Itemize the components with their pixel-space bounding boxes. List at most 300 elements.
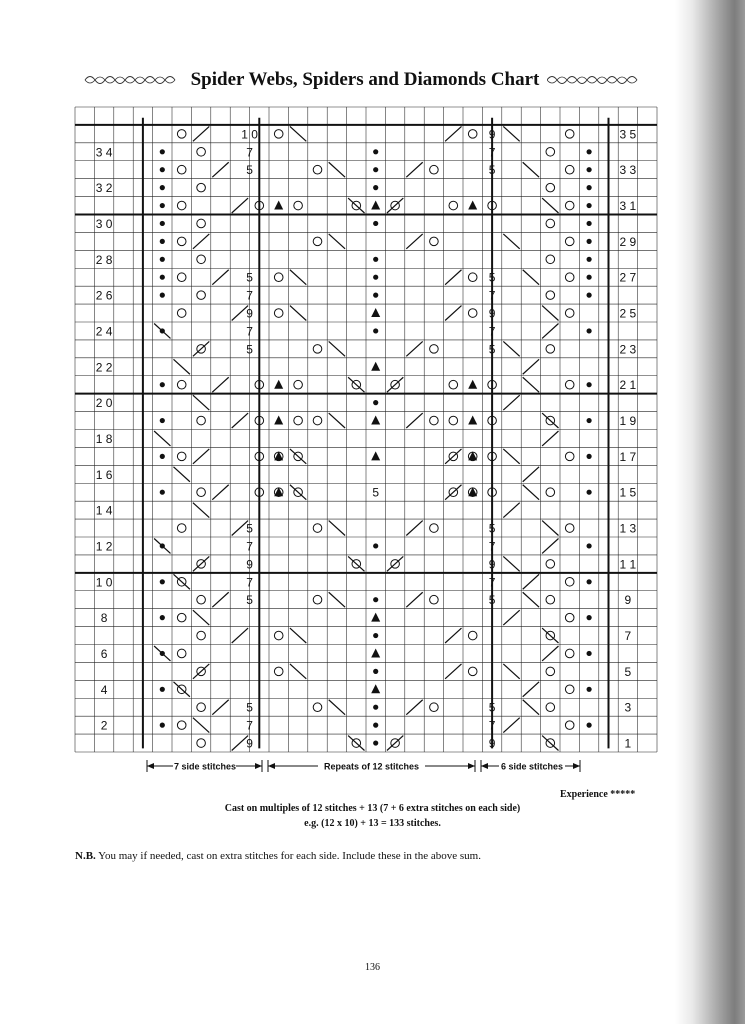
knit-two-together-icon	[523, 574, 539, 589]
stitch-count-left: 5	[246, 521, 253, 536]
yarn-over-icon	[274, 631, 283, 640]
row-number-right: 9	[624, 593, 632, 608]
knit-two-together-icon	[193, 126, 209, 141]
bobble-icon	[373, 275, 378, 280]
yarn-over-icon	[546, 667, 555, 676]
bobble-icon	[373, 293, 378, 298]
yarn-over-icon	[313, 703, 322, 712]
yarn-over-icon	[565, 524, 574, 533]
row-number-left: 2 8	[95, 252, 113, 267]
yarn-over-icon	[468, 273, 477, 282]
knit-two-together-icon	[193, 664, 209, 679]
yarn-over-icon	[313, 165, 322, 174]
bobble-icon	[587, 490, 592, 495]
slip-slip-knit-icon	[503, 126, 519, 141]
yarn-over-icon	[313, 345, 322, 354]
slip-slip-knit-icon	[154, 539, 170, 554]
slip-slip-knit-icon	[329, 234, 345, 249]
knit-two-together-icon	[445, 449, 461, 464]
row-number-left: 2	[100, 718, 108, 733]
knit-two-together-icon	[445, 126, 461, 141]
bobble-icon	[160, 615, 165, 620]
knit-two-together-icon	[193, 234, 209, 249]
yarn-over-icon	[546, 703, 555, 712]
yarn-over-icon	[197, 416, 206, 425]
knit-two-together-icon	[232, 413, 248, 428]
knit-two-together-icon	[193, 556, 209, 571]
slip-slip-knit-icon	[542, 521, 558, 536]
stitch-count-right: 5	[488, 521, 496, 536]
bobble-icon	[160, 239, 165, 244]
bobble-icon	[587, 185, 592, 190]
bobble-icon	[160, 149, 165, 154]
bobble-icon	[587, 454, 592, 459]
yarn-over-icon	[294, 201, 303, 210]
yarn-over-icon	[546, 560, 555, 569]
note-label: N.B.	[75, 850, 96, 862]
yarn-over-icon	[197, 703, 206, 712]
stitch-count-center: 5	[372, 485, 380, 500]
knit-two-together-icon	[445, 306, 461, 321]
stitch-count-right: 9	[488, 127, 496, 142]
bobble-icon	[587, 293, 592, 298]
triangle-decrease-icon	[274, 380, 283, 389]
arrow-left-head-icon	[147, 763, 154, 769]
stitch-count-left: 5	[246, 700, 253, 715]
row-number-right: 3 3	[619, 163, 637, 178]
bobble-icon	[587, 382, 592, 387]
slip-slip-knit-icon	[290, 449, 306, 464]
slip-slip-knit-icon	[348, 377, 364, 392]
yarn-over-icon	[546, 219, 555, 228]
bobble-icon	[587, 723, 592, 728]
slip-slip-knit-icon	[193, 718, 209, 733]
bobble-icon	[587, 579, 592, 584]
row-number-right: 1 5	[619, 485, 637, 500]
bobble-icon	[373, 633, 378, 638]
bobble-icon	[587, 328, 592, 333]
stitch-count-left: 7	[246, 575, 253, 590]
yarn-over-icon	[468, 130, 477, 139]
bobble-icon	[160, 221, 165, 226]
yarn-over-icon	[313, 237, 322, 246]
repeat-stitches-label: Repeats of 12 stitches	[323, 761, 420, 772]
yarn-over-icon	[546, 488, 555, 497]
knit-two-together-icon	[387, 377, 403, 392]
row-number-left: 1 2	[95, 539, 113, 554]
knit-two-together-icon	[387, 556, 403, 571]
bobble-icon	[160, 579, 165, 584]
slip-slip-knit-icon	[503, 556, 519, 571]
yarn-over-icon	[197, 147, 206, 156]
stitch-count-left: 7	[246, 324, 253, 339]
knit-two-together-icon	[232, 628, 248, 643]
stitch-count-right: 9	[488, 306, 496, 321]
knit-two-together-icon	[542, 646, 558, 661]
stitch-count-right: 5	[488, 593, 496, 608]
yarn-over-icon	[546, 255, 555, 264]
knit-two-together-icon	[387, 198, 403, 213]
yarn-over-icon	[468, 667, 477, 676]
bobble-icon	[587, 167, 592, 172]
slip-slip-knit-icon	[174, 682, 190, 697]
slip-slip-knit-icon	[348, 736, 364, 751]
yarn-over-icon	[565, 273, 574, 282]
yarn-over-icon	[430, 703, 439, 712]
stitch-count-right: 5	[488, 270, 496, 285]
yarn-over-icon	[430, 595, 439, 604]
triangle-decrease-icon	[371, 308, 380, 317]
slip-slip-knit-icon	[154, 646, 170, 661]
slip-slip-knit-icon	[290, 485, 306, 500]
stitch-count-right: 9	[488, 736, 496, 751]
yarn-over-icon	[197, 255, 206, 264]
knit-two-together-icon	[193, 341, 209, 356]
slip-slip-knit-icon	[174, 467, 190, 482]
bobble-icon	[373, 705, 378, 710]
knit-two-together-icon	[542, 539, 558, 554]
row-number-left: 2 4	[95, 324, 113, 339]
yarn-over-icon	[274, 667, 283, 676]
stitch-count-right: 9	[488, 557, 496, 572]
row-number-left: 1 4	[95, 503, 113, 518]
yarn-over-icon	[197, 219, 206, 228]
yarn-over-icon	[565, 577, 574, 586]
stitch-count-left: 5	[246, 593, 253, 608]
bobble-icon	[373, 740, 378, 745]
bobble-icon	[160, 382, 165, 387]
row-number-left: 3 0	[95, 216, 113, 231]
stitch-count-left: 9	[246, 736, 253, 751]
triangle-decrease-icon	[371, 451, 380, 460]
yarn-over-icon	[313, 416, 322, 425]
yarn-over-icon	[274, 273, 283, 282]
slip-slip-knit-icon	[329, 162, 345, 177]
yarn-over-icon	[430, 345, 439, 354]
slip-slip-knit-icon	[290, 306, 306, 321]
triangle-decrease-icon	[468, 380, 477, 389]
right-side-stitches-label: 6 side stitches	[500, 761, 564, 772]
slip-slip-knit-icon	[542, 413, 558, 428]
yarn-over-icon	[274, 130, 283, 139]
triangle-decrease-icon	[371, 684, 380, 693]
yarn-over-icon	[565, 452, 574, 461]
row-number-left: 4	[100, 682, 108, 697]
triangle-decrease-icon	[274, 416, 283, 425]
knit-two-together-icon	[445, 664, 461, 679]
slip-slip-knit-icon	[542, 198, 558, 213]
bobble-icon	[587, 418, 592, 423]
stitch-count-right: 7	[488, 324, 496, 339]
stitch-count-right: 7	[488, 575, 496, 590]
note-paragraph	[75, 850, 481, 862]
bobble-icon	[587, 257, 592, 262]
knit-two-together-icon	[212, 377, 228, 392]
knit-two-together-icon	[406, 341, 422, 356]
slip-slip-knit-icon	[542, 736, 558, 751]
knit-two-together-icon	[542, 324, 558, 339]
yarn-over-icon	[274, 309, 283, 318]
yarn-over-icon	[197, 739, 206, 748]
yarn-over-icon	[430, 237, 439, 246]
slip-slip-knit-icon	[329, 592, 345, 607]
row-number-left: 1 8	[95, 431, 113, 446]
yarn-over-icon	[565, 613, 574, 622]
knit-two-together-icon	[212, 592, 228, 607]
yarn-over-icon	[197, 488, 206, 497]
stitch-count-left: 5	[246, 270, 253, 285]
row-number-right: 2 9	[619, 234, 637, 249]
knit-two-together-icon	[445, 270, 461, 285]
arrow-right-head-icon	[468, 763, 475, 769]
yarn-over-icon	[565, 309, 574, 318]
yarn-over-icon	[177, 452, 186, 461]
yarn-over-icon	[430, 165, 439, 174]
bobble-icon	[160, 257, 165, 262]
slip-slip-knit-icon	[154, 431, 170, 446]
slip-slip-knit-icon	[503, 449, 519, 464]
knit-two-together-icon	[406, 162, 422, 177]
arrow-right-head-icon	[573, 763, 580, 769]
slip-slip-knit-icon	[329, 341, 345, 356]
row-number-right: 2 3	[619, 342, 637, 357]
bobble-icon	[587, 543, 592, 548]
knit-two-together-icon	[523, 467, 539, 482]
knit-two-together-icon	[406, 700, 422, 715]
bobble-icon	[587, 221, 592, 226]
bobble-icon	[160, 490, 165, 495]
yarn-over-icon	[565, 130, 574, 139]
knit-two-together-icon	[212, 700, 228, 715]
row-number-left: 2 2	[95, 360, 113, 375]
knit-two-together-icon	[523, 682, 539, 697]
row-number-left: 1 6	[95, 467, 113, 482]
slip-slip-knit-icon	[193, 395, 209, 410]
stitch-count-right: 7	[488, 288, 496, 303]
slip-slip-knit-icon	[503, 341, 519, 356]
arrow-left-head-icon	[481, 763, 488, 769]
yarn-over-icon	[449, 201, 458, 210]
row-number-left: 2 6	[95, 288, 113, 303]
yarn-over-icon	[565, 649, 574, 658]
knit-two-together-icon	[387, 736, 403, 751]
row-number-right: 1 7	[619, 449, 637, 464]
yarn-over-icon	[565, 201, 574, 210]
row-number-right: 7	[624, 629, 632, 644]
knit-two-together-icon	[445, 485, 461, 500]
yarn-over-icon	[313, 524, 322, 533]
bobble-icon	[373, 543, 378, 548]
knit-two-together-icon	[406, 592, 422, 607]
row-number-right: 5	[624, 664, 632, 679]
triangle-decrease-icon	[371, 201, 380, 210]
slip-slip-knit-icon	[348, 198, 364, 213]
row-number-right: 3 1	[619, 199, 637, 214]
bobble-icon	[160, 203, 165, 208]
yarn-over-icon	[449, 416, 458, 425]
stitch-count-left: 7	[246, 288, 253, 303]
knit-two-together-icon	[193, 449, 209, 464]
page-title: Spider Webs, Spiders and Diamonds Chart	[190, 69, 540, 90]
slip-slip-knit-icon	[174, 574, 190, 589]
yarn-over-icon	[197, 291, 206, 300]
yarn-over-icon	[177, 613, 186, 622]
cast-on-example: e.g. (12 x 10) + 13 = 133 stitches.	[304, 818, 441, 829]
yarn-over-icon	[468, 631, 477, 640]
knit-two-together-icon	[503, 395, 519, 410]
slip-slip-knit-icon	[290, 270, 306, 285]
row-number-right: 2 1	[619, 378, 637, 393]
knit-two-together-icon	[503, 503, 519, 518]
row-number-left: 2 0	[95, 396, 113, 411]
slip-slip-knit-icon	[523, 377, 539, 392]
triangle-decrease-icon	[371, 362, 380, 371]
stitch-count-right: 5	[488, 163, 496, 178]
triangle-decrease-icon	[274, 201, 283, 210]
left-side-stitches-label: 7 side stitches	[173, 761, 237, 772]
experience-rating: Experience *****	[560, 789, 636, 800]
stitch-count-left: 7	[246, 145, 253, 160]
bobble-icon	[587, 651, 592, 656]
cast-on-instruction: Cast on multiples of 12 stitches + 13 (7 + 6 extra stitches on each side)	[224, 803, 521, 814]
slip-slip-knit-icon	[523, 700, 539, 715]
bobble-icon	[587, 275, 592, 280]
bobble-icon	[373, 167, 378, 172]
yarn-over-icon	[177, 237, 186, 246]
stitch-count-left: 9	[246, 306, 253, 321]
slip-slip-knit-icon	[174, 359, 190, 374]
stitch-count-left: 7	[246, 718, 253, 733]
stitch-count-left: 9	[246, 557, 253, 572]
knit-two-together-icon	[212, 162, 228, 177]
yarn-over-icon	[177, 273, 186, 282]
slip-slip-knit-icon	[542, 628, 558, 643]
yarn-over-icon	[177, 201, 186, 210]
bobble-icon	[373, 597, 378, 602]
triangle-decrease-icon	[468, 416, 477, 425]
knit-two-together-icon	[503, 610, 519, 625]
bobble-icon	[373, 149, 378, 154]
yarn-over-icon	[565, 237, 574, 246]
stitch-count-left: 5	[246, 342, 253, 357]
bobble-icon	[373, 669, 378, 674]
stitch-count-left: 5	[246, 163, 253, 178]
slip-slip-knit-icon	[290, 126, 306, 141]
slip-slip-knit-icon	[290, 628, 306, 643]
bobble-icon	[160, 454, 165, 459]
slip-slip-knit-icon	[503, 234, 519, 249]
yarn-over-icon	[565, 380, 574, 389]
bobble-icon	[160, 167, 165, 172]
knit-two-together-icon	[503, 718, 519, 733]
stitch-count-left: 1 0	[241, 127, 258, 142]
yarn-over-icon	[430, 416, 439, 425]
triangle-decrease-icon	[468, 201, 477, 210]
bobble-icon	[587, 149, 592, 154]
knit-two-together-icon	[542, 431, 558, 446]
slip-slip-knit-icon	[193, 610, 209, 625]
stitch-count-right: 5	[488, 700, 496, 715]
bobble-icon	[373, 221, 378, 226]
row-number-left: 3 2	[95, 181, 113, 196]
yarn-over-icon	[177, 524, 186, 533]
bobble-icon	[587, 203, 592, 208]
bobble-icon	[160, 275, 165, 280]
bobble-icon	[160, 687, 165, 692]
slip-slip-knit-icon	[329, 521, 345, 536]
page-number: 136	[365, 962, 380, 973]
knit-two-together-icon	[212, 270, 228, 285]
yarn-over-icon	[430, 524, 439, 533]
slip-slip-knit-icon	[523, 270, 539, 285]
knit-two-together-icon	[445, 628, 461, 643]
slip-slip-knit-icon	[503, 664, 519, 679]
bobble-icon	[373, 723, 378, 728]
knit-two-together-icon	[212, 485, 228, 500]
yarn-over-icon	[546, 147, 555, 156]
stitch-count-right: 7	[488, 145, 496, 160]
yarn-over-icon	[546, 595, 555, 604]
yarn-over-icon	[197, 595, 206, 604]
triangle-decrease-icon	[371, 613, 380, 622]
yarn-over-icon	[313, 595, 322, 604]
yarn-over-icon	[177, 165, 186, 174]
knit-two-together-icon	[406, 234, 422, 249]
slip-slip-knit-icon	[193, 503, 209, 518]
bobble-icon	[160, 185, 165, 190]
triangle-decrease-icon	[371, 416, 380, 425]
yarn-over-icon	[449, 380, 458, 389]
row-number-left: 8	[100, 611, 108, 626]
yarn-over-icon	[565, 685, 574, 694]
slip-slip-knit-icon	[329, 413, 345, 428]
row-number-right: 1 1	[619, 557, 637, 572]
yarn-over-icon	[294, 380, 303, 389]
slip-slip-knit-icon	[290, 664, 306, 679]
slip-slip-knit-icon	[154, 324, 170, 339]
triangle-decrease-icon	[371, 648, 380, 657]
yarn-over-icon	[177, 130, 186, 139]
row-number-right: 1 3	[619, 521, 637, 536]
row-number-left: 6	[100, 646, 108, 661]
slip-slip-knit-icon	[348, 556, 364, 571]
bobble-icon	[160, 723, 165, 728]
bobble-icon	[587, 687, 592, 692]
slip-slip-knit-icon	[523, 592, 539, 607]
bobble-icon	[587, 239, 592, 244]
yarn-over-icon	[546, 183, 555, 192]
bobble-icon	[373, 185, 378, 190]
slip-slip-knit-icon	[329, 700, 345, 715]
yarn-over-icon	[197, 183, 206, 192]
row-number-left: 3 4	[95, 145, 113, 160]
arrow-right-head-icon	[255, 763, 262, 769]
arrow-left-head-icon	[268, 763, 275, 769]
bobble-icon	[373, 400, 378, 405]
yarn-over-icon	[294, 416, 303, 425]
row-number-right: 1 9	[619, 414, 637, 429]
row-number-right: 3	[624, 700, 632, 715]
yarn-over-icon	[177, 309, 186, 318]
yarn-over-icon	[565, 165, 574, 174]
slip-slip-knit-icon	[523, 485, 539, 500]
yarn-over-icon	[546, 291, 555, 300]
row-number-right: 1	[624, 736, 632, 751]
note-text: You may if needed, cast on extra stitches for each side. Include these in the above sum.	[98, 850, 481, 862]
stitch-count-right: 7	[488, 539, 496, 554]
row-number-left: 1 0	[95, 575, 113, 590]
yarn-over-icon	[177, 721, 186, 730]
